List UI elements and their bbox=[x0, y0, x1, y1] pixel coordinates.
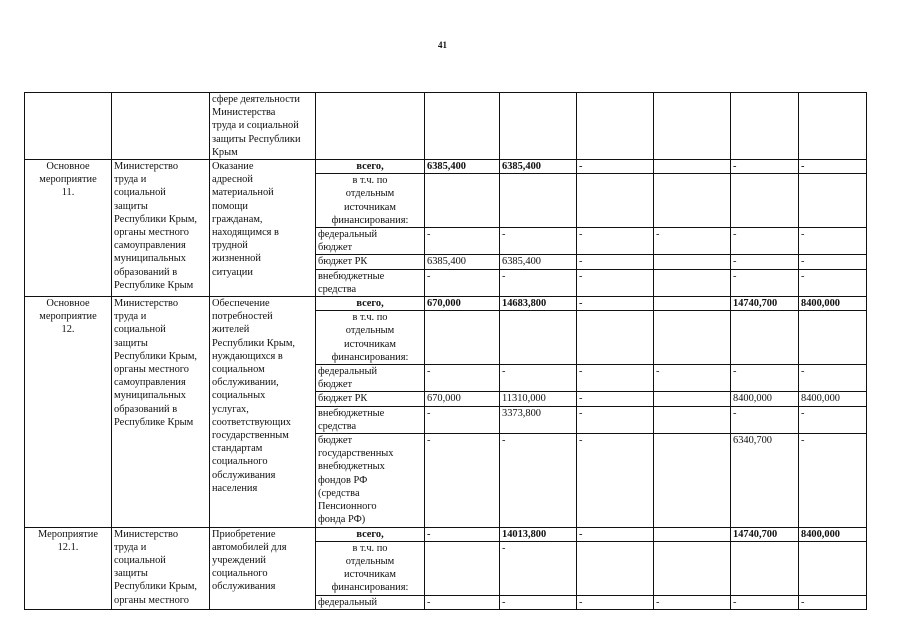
value-cell bbox=[425, 541, 500, 595]
source-label-cell: федеральный bbox=[316, 595, 425, 609]
executor-cell: Министерство труда и социальной защиты Республики Крым, органы местного bbox=[112, 527, 210, 609]
value-cell bbox=[731, 174, 799, 228]
value-cell bbox=[731, 93, 799, 160]
value-cell: 14740,700 bbox=[731, 297, 799, 311]
page-number: 41 bbox=[438, 40, 447, 50]
value-cell: - bbox=[425, 228, 500, 255]
value-cell bbox=[654, 297, 731, 311]
value-cell: 14013,800 bbox=[500, 527, 577, 541]
event-name-cell: Оказание адресной материальной помощи гражданам, находящимся в трудной жизненной ситуации bbox=[210, 160, 316, 297]
value-cell bbox=[731, 311, 799, 365]
source-label-cell: всего, bbox=[316, 297, 425, 311]
event-name-cell: сфере деятельности Министерства труда и социальной защиты Республики Крым bbox=[210, 93, 316, 160]
value-cell bbox=[577, 311, 654, 365]
value-cell: - bbox=[731, 406, 799, 433]
source-label-cell: внебюджетные средства bbox=[316, 269, 425, 296]
value-cell bbox=[654, 160, 731, 174]
value-cell bbox=[425, 93, 500, 160]
value-cell: - bbox=[425, 269, 500, 296]
value-cell: - bbox=[654, 228, 731, 255]
event-name-cell: Обеспечение потребностей жителей Республики Крым, нуждающихся в социальном обслуживании, социальных услугах, соответствующих государственным стандартам социального обслуживания населения bbox=[210, 297, 316, 527]
value-cell: - bbox=[500, 365, 577, 392]
table-row bbox=[25, 297, 867, 311]
value-cell bbox=[799, 174, 867, 228]
value-cell: - bbox=[500, 595, 577, 609]
value-cell: - bbox=[425, 365, 500, 392]
value-cell: 670,000 bbox=[425, 297, 500, 311]
value-cell: - bbox=[799, 365, 867, 392]
source-label-cell: федеральный бюджет bbox=[316, 228, 425, 255]
value-cell: - bbox=[731, 255, 799, 269]
value-cell: - bbox=[577, 595, 654, 609]
source-label-cell: в т.ч. по отдельным источникам финансирования: bbox=[316, 174, 425, 228]
value-cell bbox=[654, 392, 731, 406]
value-cell: 670,000 bbox=[425, 392, 500, 406]
value-cell: - bbox=[799, 595, 867, 609]
source-label-cell: бюджет государственных внебюджетных фондов РФ (средства Пенсионного фонда РФ) bbox=[316, 434, 425, 527]
event-code-cell: Основное мероприятие 12. bbox=[25, 297, 112, 527]
table-row bbox=[25, 160, 867, 174]
executor-cell bbox=[112, 93, 210, 160]
value-cell bbox=[654, 406, 731, 433]
value-cell bbox=[654, 311, 731, 365]
value-cell bbox=[654, 269, 731, 296]
source-label-cell: бюджет РК bbox=[316, 255, 425, 269]
value-cell: - bbox=[577, 527, 654, 541]
value-cell bbox=[425, 311, 500, 365]
value-cell: - bbox=[577, 269, 654, 296]
value-cell bbox=[500, 311, 577, 365]
executor-cell: Министерство труда и социальной защиты Республики Крым, органы местного самоуправления муниципальных образований в Республике Крым bbox=[112, 160, 210, 297]
source-label-cell: в т.ч. по отдельным источникам финансирования: bbox=[316, 311, 425, 365]
value-cell: 6385,400 bbox=[425, 255, 500, 269]
value-cell: 6385,400 bbox=[500, 160, 577, 174]
event-code-cell: Мероприятие 12.1. bbox=[25, 527, 112, 609]
value-cell: - bbox=[500, 434, 577, 527]
source-label-cell: внебюджетные средства bbox=[316, 406, 425, 433]
value-cell bbox=[654, 527, 731, 541]
value-cell bbox=[799, 311, 867, 365]
value-cell: - bbox=[500, 269, 577, 296]
executor-cell: Министерство труда и социальной защиты Республики Крым, органы местного самоуправления муниципальных образований в Республике Крым bbox=[112, 297, 210, 527]
value-cell: 14740,700 bbox=[731, 527, 799, 541]
source-label-cell: в т.ч. по отдельным источникам финансирования: bbox=[316, 541, 425, 595]
value-cell bbox=[654, 255, 731, 269]
value-cell: - bbox=[731, 228, 799, 255]
value-cell: - bbox=[425, 406, 500, 433]
value-cell: - bbox=[500, 541, 577, 595]
value-cell: - bbox=[577, 255, 654, 269]
value-cell: 3373,800 bbox=[500, 406, 577, 433]
value-cell: 8400,000 bbox=[799, 392, 867, 406]
value-cell bbox=[654, 434, 731, 527]
value-cell: - bbox=[577, 392, 654, 406]
value-cell: - bbox=[731, 269, 799, 296]
value-cell bbox=[654, 174, 731, 228]
value-cell: 8400,000 bbox=[731, 392, 799, 406]
value-cell: 6385,400 bbox=[500, 255, 577, 269]
value-cell: 8400,000 bbox=[799, 527, 867, 541]
value-cell bbox=[425, 174, 500, 228]
value-cell bbox=[500, 93, 577, 160]
event-name-cell: Приобретение автомобилей для учреждений социального обслуживания bbox=[210, 527, 316, 609]
value-cell: - bbox=[425, 595, 500, 609]
value-cell: 6340,700 bbox=[731, 434, 799, 527]
value-cell: - bbox=[731, 365, 799, 392]
value-cell: 8400,000 bbox=[799, 297, 867, 311]
value-cell: 6385,400 bbox=[425, 160, 500, 174]
source-label-cell: федеральный бюджет bbox=[316, 365, 425, 392]
value-cell: - bbox=[500, 228, 577, 255]
value-cell: - bbox=[577, 297, 654, 311]
value-cell: 11310,000 bbox=[500, 392, 577, 406]
value-cell: - bbox=[577, 406, 654, 433]
value-cell: - bbox=[799, 406, 867, 433]
value-cell: - bbox=[731, 595, 799, 609]
value-cell: - bbox=[654, 595, 731, 609]
value-cell bbox=[731, 541, 799, 595]
value-cell: - bbox=[577, 434, 654, 527]
event-code-cell: Основное мероприятие 11. bbox=[25, 160, 112, 297]
value-cell: - bbox=[425, 527, 500, 541]
table-row bbox=[25, 93, 867, 160]
source-label-cell: всего, bbox=[316, 160, 425, 174]
value-cell: 14683,800 bbox=[500, 297, 577, 311]
source-label-cell: всего, bbox=[316, 527, 425, 541]
value-cell: - bbox=[731, 160, 799, 174]
value-cell: - bbox=[799, 228, 867, 255]
value-cell bbox=[577, 174, 654, 228]
value-cell bbox=[316, 93, 425, 160]
financing-table bbox=[24, 92, 867, 610]
value-cell: - bbox=[425, 434, 500, 527]
value-cell bbox=[577, 541, 654, 595]
value-cell: - bbox=[799, 434, 867, 527]
value-cell bbox=[500, 174, 577, 228]
value-cell bbox=[577, 93, 654, 160]
value-cell bbox=[654, 541, 731, 595]
value-cell: - bbox=[577, 160, 654, 174]
value-cell: - bbox=[799, 269, 867, 296]
source-label-cell: бюджет РК bbox=[316, 392, 425, 406]
value-cell bbox=[799, 541, 867, 595]
value-cell bbox=[799, 93, 867, 160]
value-cell: - bbox=[577, 365, 654, 392]
table-row bbox=[25, 527, 867, 541]
value-cell bbox=[654, 93, 731, 160]
value-cell: - bbox=[799, 160, 867, 174]
value-cell: - bbox=[577, 228, 654, 255]
value-cell: - bbox=[654, 365, 731, 392]
value-cell: - bbox=[799, 255, 867, 269]
code-cell bbox=[25, 93, 112, 160]
